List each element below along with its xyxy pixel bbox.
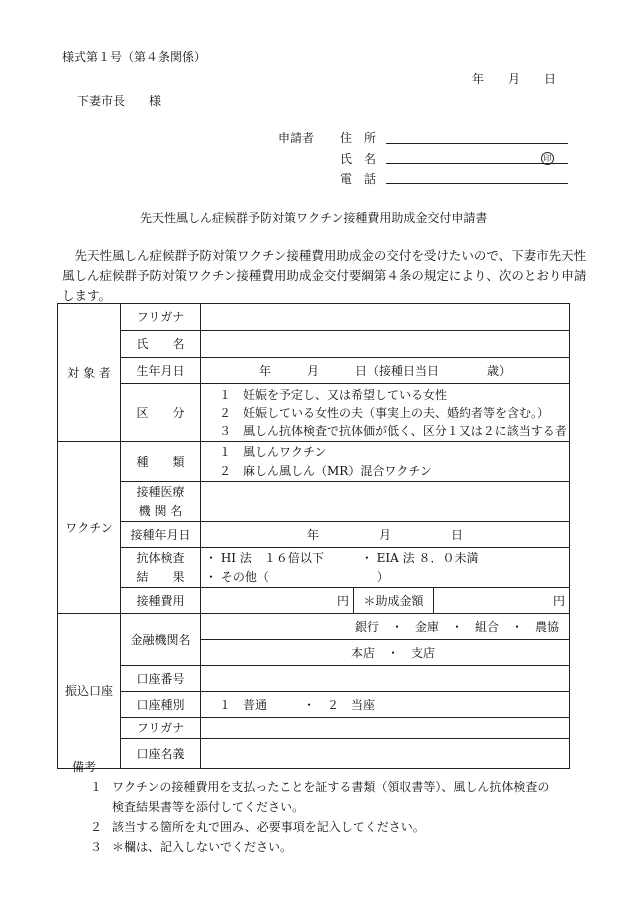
phone-label: 電 話: [340, 172, 377, 186]
category-option-1[interactable]: １ 妊娠を予定し、又は希望している女性: [219, 387, 448, 402]
addressee: 下妻市長 様: [77, 94, 162, 108]
antibody-result-options[interactable]: [201, 548, 570, 588]
note-text: 該当する箇所を丸で囲み、必要事項を記入してください。: [112, 820, 425, 834]
vaccine-type-label: 種 類: [121, 442, 201, 482]
vaccine-option-1[interactable]: １ 風しんワクチン: [219, 444, 327, 459]
holder-name-label: 口座名義: [121, 739, 201, 769]
clinic-label-line-2: 機 関 名: [138, 503, 183, 518]
subject-furigana-label: フリガナ: [121, 304, 201, 331]
antibody-label-line-2: 結 果: [136, 569, 185, 584]
category-option-2[interactable]: ２ 妊娠している女性の夫（事実上の夫、婚約者等を含む。）: [219, 405, 550, 420]
vaccine-option-2[interactable]: ２ 麻しん風しん（MR）混合ワクチン: [219, 463, 432, 478]
antibody-label-line-1: 抗体検査: [136, 550, 185, 565]
section-vaccine: ワクチン: [58, 442, 121, 614]
note-number: ２: [90, 820, 103, 834]
vaccine-date-label: 接種年月日: [121, 522, 201, 548]
account-number-label: 口座番号: [121, 666, 201, 692]
subject-name-label: 氏 名: [121, 331, 201, 358]
intro-line-3: します。: [62, 288, 112, 303]
holder-furigana-label: フリガナ: [121, 718, 201, 739]
date-field[interactable]: 年 月 日: [472, 72, 557, 86]
account-type-options[interactable]: １ 普通 ・ ２ 当座: [201, 692, 570, 718]
bank-branch-types[interactable]: 本店 ・ 支店: [201, 640, 570, 666]
clinic-label-line-1: 接種医療: [136, 484, 185, 499]
bank-institution-types[interactable]: 銀行 ・ 金庫 ・ 組合 ・ 農協: [201, 614, 570, 640]
vaccine-clinic-input[interactable]: [201, 482, 570, 522]
vaccine-cost-label: 接種費用: [121, 588, 201, 614]
address-input-line[interactable]: [386, 143, 568, 144]
vaccine-cost-input[interactable]: [201, 588, 354, 614]
document-title: 先天性風しん症候群予防対策ワクチン接種費用助成金交付申請書: [140, 211, 488, 225]
section-bank: 振込口座: [58, 614, 121, 769]
subject-birth-label: 生年月日: [121, 358, 201, 384]
seal-mark: 印: [541, 152, 554, 165]
phone-input-line[interactable]: [386, 183, 568, 184]
address-label: 住 所: [340, 131, 377, 145]
cost-unit: 円: [336, 593, 349, 608]
antibody-option-eia[interactable]: ・ EIA 法 ８．０未満: [360, 550, 479, 565]
subsidy-label: ＊助成金額: [354, 588, 434, 614]
holder-furigana-input[interactable]: [201, 718, 570, 739]
notes-heading: 備考: [72, 760, 97, 774]
form-number: 様式第１号（第４条関係）: [62, 50, 207, 64]
vaccine-type-options[interactable]: [201, 442, 570, 482]
subject-furigana-input[interactable]: [201, 304, 570, 331]
subject-birth-input[interactable]: 年 月 日（接種日当日 歳）: [201, 358, 570, 384]
subsidy-input[interactable]: [434, 588, 570, 614]
antibody-option-other[interactable]: ・ その他（ ）: [205, 569, 389, 584]
antibody-result-label: [121, 548, 201, 588]
antibody-option-hi[interactable]: ・ HI 法 １６倍以下: [205, 550, 324, 565]
note-item-2: [72, 817, 549, 837]
intro-line-2: 風しん症候群予防対策ワクチン接種費用助成金交付要綱第４条の規定により、次のとおり申請: [62, 268, 587, 283]
account-type-label: 口座種別: [121, 692, 201, 718]
subject-category-label: 区 分: [121, 384, 201, 442]
note-item-1: [72, 777, 549, 817]
note-number: １: [90, 780, 103, 794]
section-subject: 対 象 者: [58, 304, 121, 442]
note-number: ３: [90, 840, 103, 854]
note-text: ＊欄は、記入しないでください。: [112, 840, 293, 854]
note-text: ワクチンの接種費用を支払ったことを証する書類（領収書等）、風しん抗体検査の: [112, 780, 550, 794]
applicant-label: 申請者: [278, 131, 315, 145]
note-text: 検査結果書等を添付してください。: [112, 800, 305, 814]
subject-category-options[interactable]: [201, 384, 570, 442]
subject-name-input[interactable]: [201, 331, 570, 358]
intro-line-1: 先天性風しん症候群予防対策ワクチン接種費用助成金の交付を受けたいので、下妻市先天性: [62, 248, 587, 263]
note-item-3: [72, 837, 549, 857]
subsidy-unit: 円: [552, 593, 565, 608]
application-form-table: [57, 303, 570, 769]
notes-section: [72, 757, 549, 857]
account-number-input[interactable]: [201, 666, 570, 692]
name-label: 氏 名: [340, 152, 377, 166]
bank-institution-label: 金融機関名: [121, 614, 201, 666]
vaccine-clinic-label: [121, 482, 201, 522]
category-option-3[interactable]: ３ 風しん抗体検査で抗体価が低く、区分１又は２に該当する者: [219, 423, 567, 438]
vaccine-date-input[interactable]: 年 月 日: [201, 522, 570, 548]
